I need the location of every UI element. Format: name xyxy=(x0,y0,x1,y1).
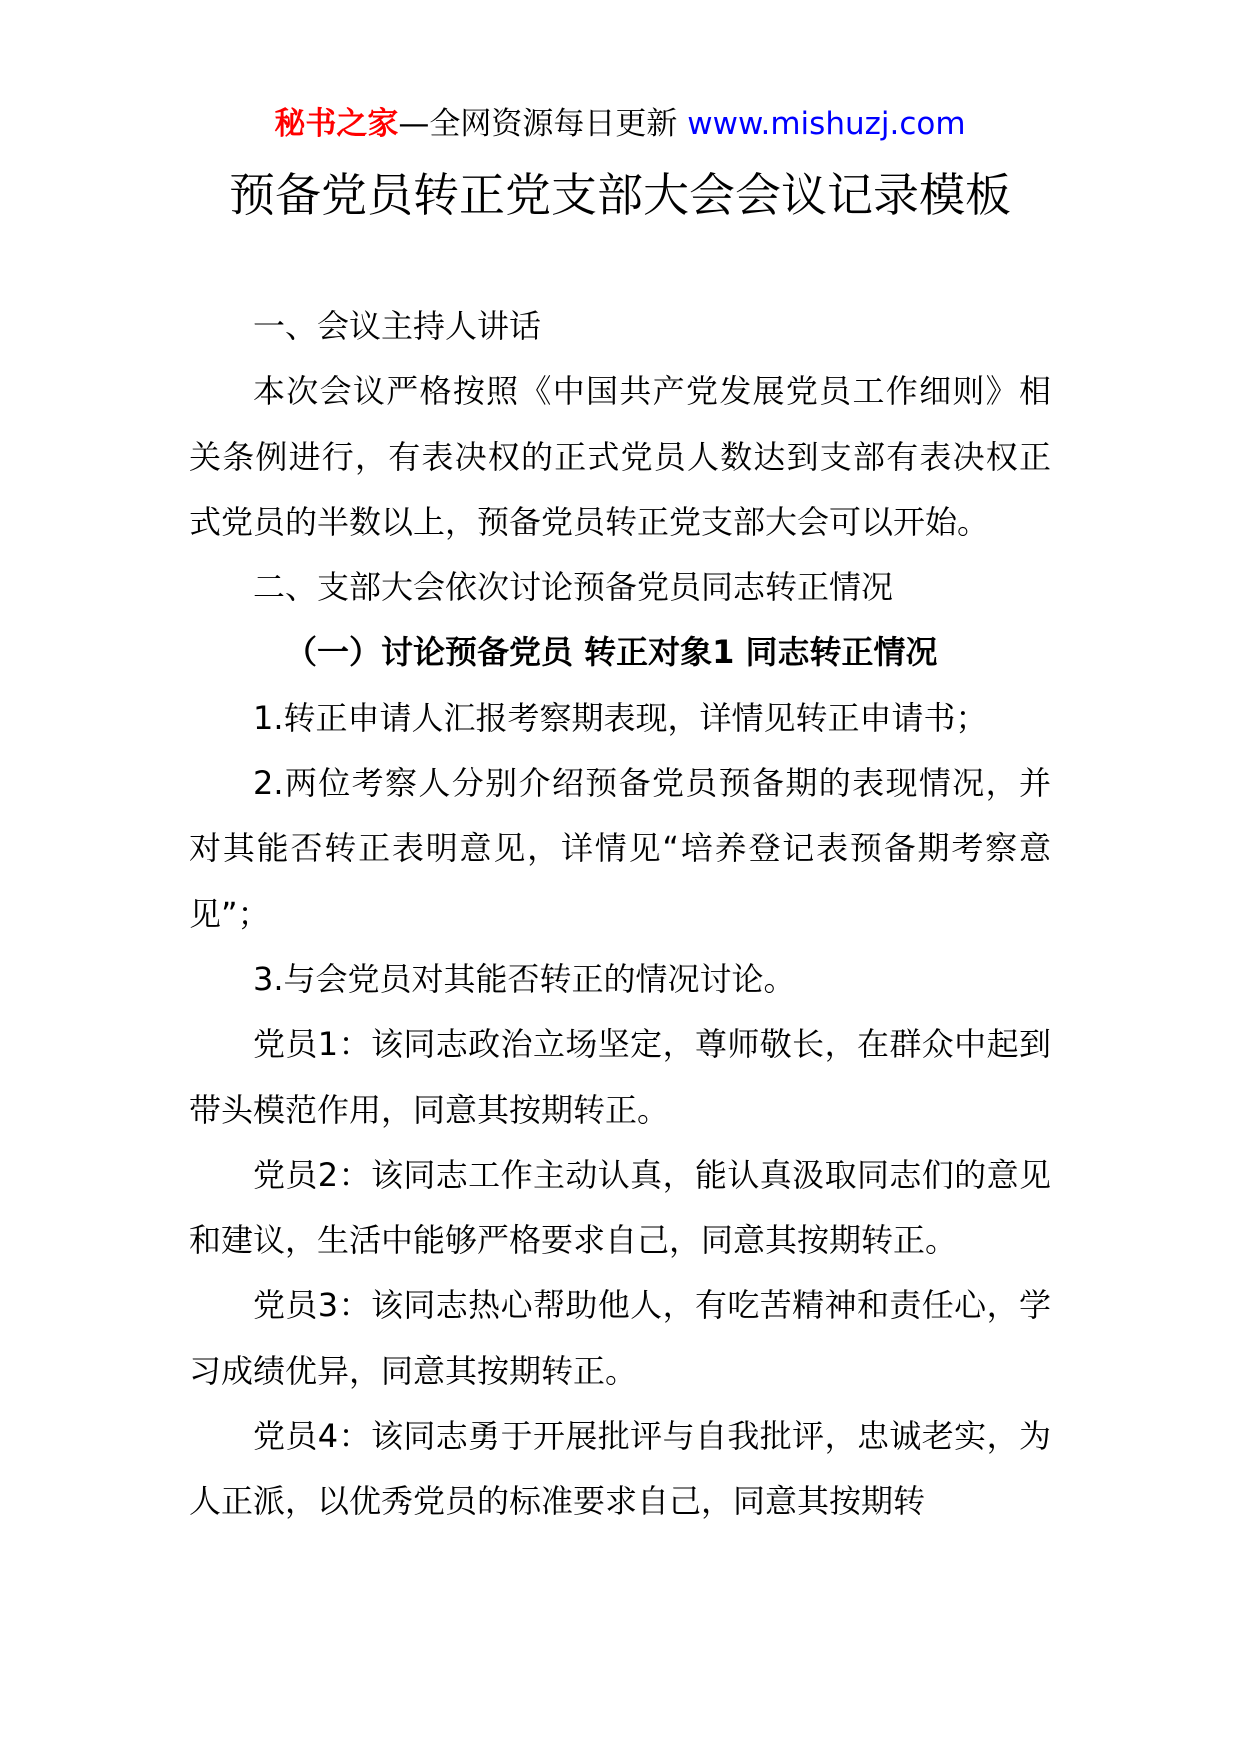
section-heading-discussion: 二、支部大会依次讨论预备党员同志转正情况 xyxy=(253,568,894,607)
site-header xyxy=(0,104,1240,144)
site-tagline: —全网资源每日更新 xyxy=(398,106,688,142)
site-brand: 秘书之家 xyxy=(274,106,399,142)
paragraph-member-1-opinion: 党员1：该同志政治立场坚定，尊师敬长，在群众中起到带头模范作用，同意其按期转正。 xyxy=(189,1025,1051,1129)
paragraph-meeting-basis: 本次会议严格按照《中国共产党发展党员工作细则》相关条例进行，有表决权的正式党员人数达到支部有表决权正式党员的半数以上，预备党员转正党支部大会可以开始。 xyxy=(189,372,1051,541)
list-item-step-1: 1.转正申请人汇报考察期表现，详情见转正申请书； xyxy=(253,698,988,737)
paragraph-member-2-opinion: 党员2：该同志工作主动认真，能认真汲取同志们的意见和建议，生活中能够严格要求自己，同意其按期转正。 xyxy=(189,1155,1051,1260)
document-title: 预备党员转正党支部大会会议记录模板 xyxy=(229,168,1011,222)
site-url-link[interactable]: www.mishuzj.com xyxy=(687,106,966,142)
paragraph-member-3-opinion: 党员3：该同志热心帮助他人，有吃苦精神和责任心，学习成绩优异，同意其按期转正。 xyxy=(189,1286,1051,1390)
list-item-step-3: 3.与会党员对其能否转正的情况讨论。 xyxy=(253,959,796,998)
section-heading-host-speech: 一、会议主持人讲话 xyxy=(253,307,542,345)
paragraph-member-4-opinion: 党员4：该同志勇于开展批评与自我批评，忠诚老实，为人正派，以优秀党员的标准要求自己，同意其按期转 xyxy=(189,1417,1051,1521)
document-body xyxy=(189,294,1051,1535)
list-item-step-2: 2.两位考察人分别介绍预备党员预备期的表现情况，并对其能否转正表明意见，详情见“培养登记表预备期考察意见”； xyxy=(189,764,1051,933)
subsection-heading-candidate-1: （一）讨论预备党员 转正对象1 同志转正情况 xyxy=(285,633,938,672)
